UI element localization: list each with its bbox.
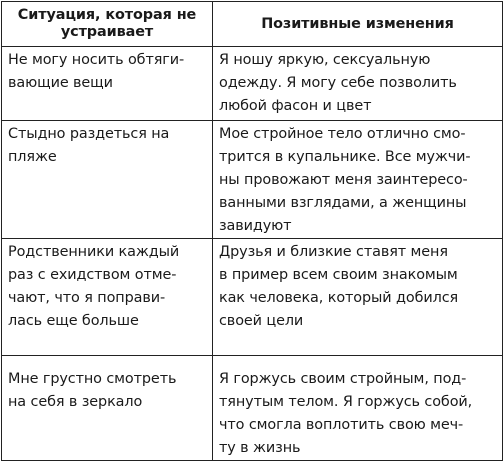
header-row bbox=[2, 2, 503, 47]
change-cell bbox=[213, 47, 503, 121]
situation-line: Родственники каждый bbox=[8, 244, 180, 260]
situation-line: Не могу носить обтяги- bbox=[8, 52, 185, 68]
change-line: ванными взглядами, а женщины bbox=[219, 195, 467, 211]
situation-line: вающие вещи bbox=[8, 75, 113, 91]
situation-line: раз с ехидством отме- bbox=[8, 267, 177, 283]
change-line: ту в жизнь bbox=[219, 440, 301, 456]
change-line: любой фасон и цвет bbox=[219, 98, 372, 114]
table-row bbox=[2, 121, 503, 239]
situation-line: на себя в зеркало bbox=[8, 394, 143, 410]
change-line: Я горжусь своим стройным, под- bbox=[219, 371, 467, 387]
change-line: завидуют bbox=[219, 218, 292, 234]
change-line: тянутым телом. Я горжусь собой, bbox=[219, 394, 473, 410]
table-row bbox=[2, 239, 503, 356]
header-situation-line-2: не устраивает bbox=[60, 7, 197, 40]
situation-line: пляже bbox=[8, 149, 57, 165]
table-row bbox=[2, 47, 503, 121]
situation-line: Стыдно раздеться на bbox=[8, 126, 170, 142]
situation-cell bbox=[2, 356, 213, 461]
situation-line: Мне грустно смотреть bbox=[8, 371, 177, 387]
change-line: Друзья и близкие ставят меня bbox=[219, 244, 448, 260]
situation-line: лась еще больше bbox=[8, 313, 139, 329]
table-row bbox=[2, 356, 503, 461]
change-line: одежду. Я могу себе позволить bbox=[219, 75, 457, 91]
change-line: трится в купальнике. Все мужчи- bbox=[219, 149, 471, 165]
header-situation-line-1: Ситуация, которая bbox=[17, 7, 172, 23]
change-line: как человека, который добился bbox=[219, 290, 459, 306]
change-line: в пример всем своим знакомым bbox=[219, 267, 458, 283]
change-cell bbox=[213, 121, 503, 239]
change-line: ны провожают меня заинтересо- bbox=[219, 172, 468, 188]
situation-table bbox=[1, 1, 503, 461]
situation-line: чают, что я поправи- bbox=[8, 290, 166, 306]
change-cell bbox=[213, 356, 503, 461]
situation-cell bbox=[2, 121, 213, 239]
header-situation bbox=[2, 2, 213, 47]
situation-cell bbox=[2, 47, 213, 121]
change-line: своей цели bbox=[219, 313, 304, 329]
header-changes: Позитивные изменения bbox=[213, 2, 503, 47]
change-cell bbox=[213, 239, 503, 356]
change-line: что смогла воплотить свою меч- bbox=[219, 417, 464, 433]
change-line: Мое стройное тело отлично смо- bbox=[219, 126, 466, 142]
situation-cell bbox=[2, 239, 213, 356]
change-line: Я ношу яркую, сексуальную bbox=[219, 52, 431, 68]
